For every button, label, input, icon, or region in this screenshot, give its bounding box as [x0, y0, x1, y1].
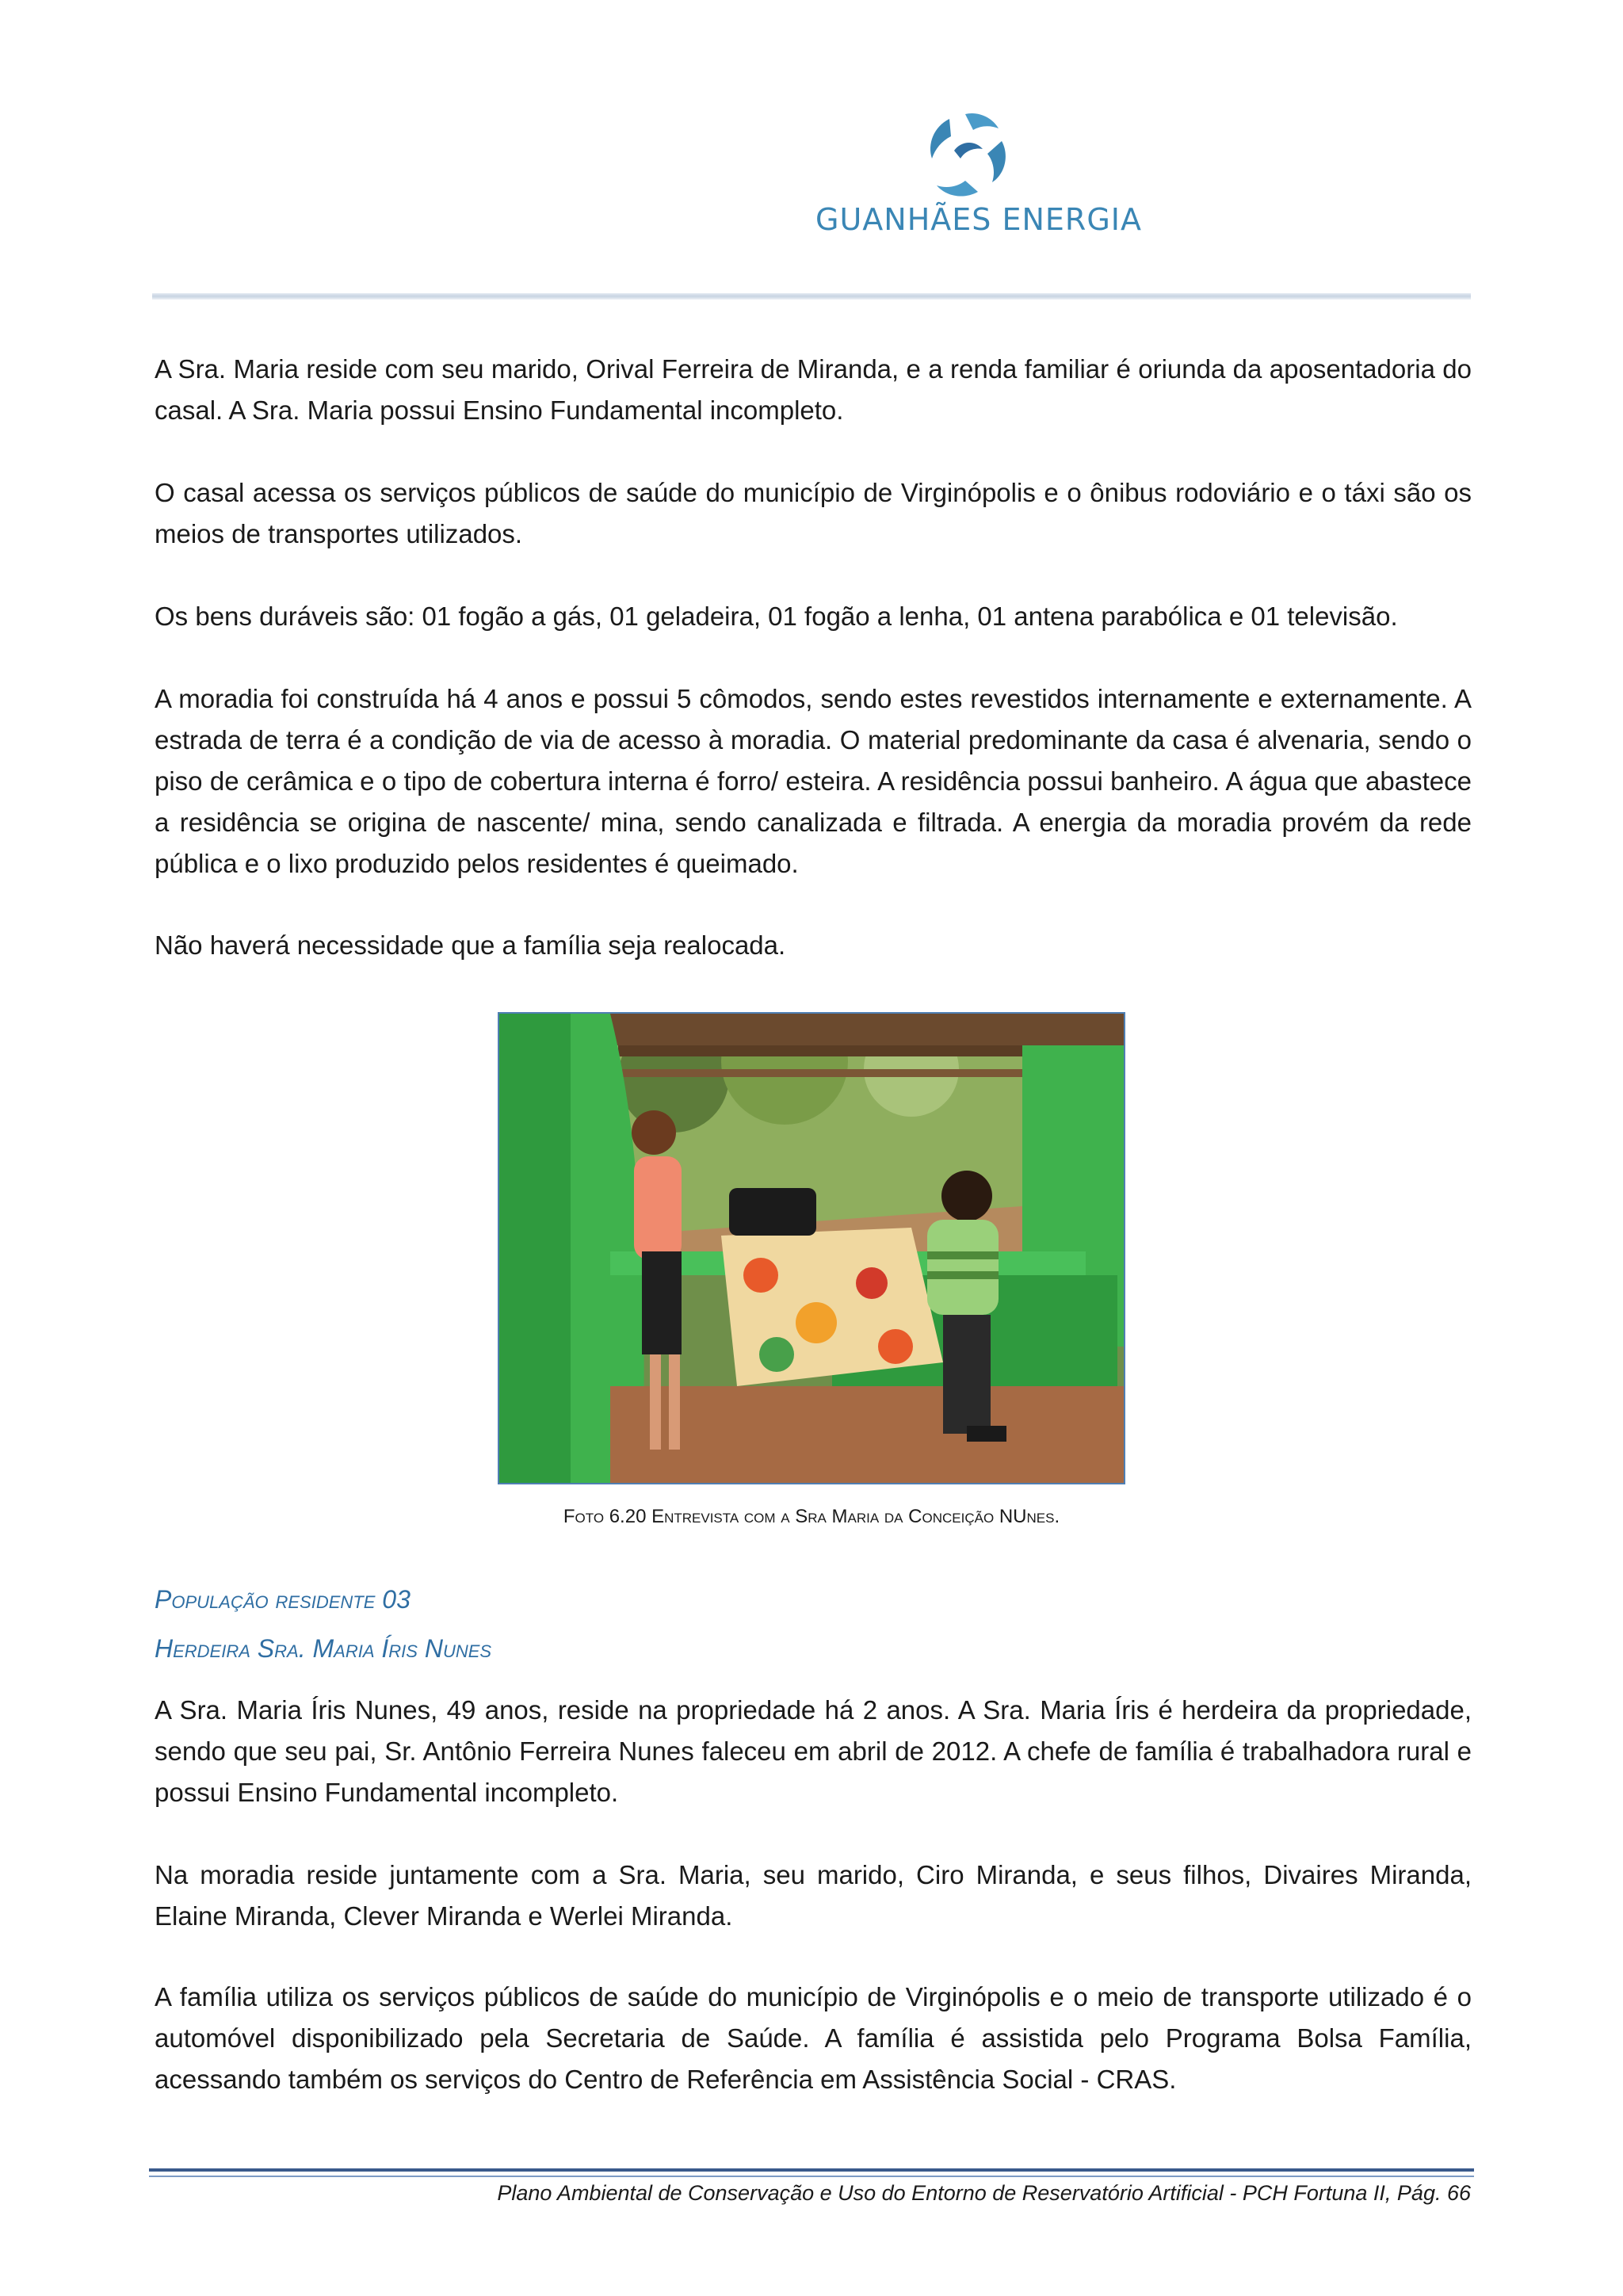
footer-divider — [149, 2168, 1474, 2172]
section-title: População residente 03 — [155, 1585, 411, 1614]
section-subtitle: Herdeira Sra. Maria Íris Nunes — [155, 1634, 492, 1663]
paragraph: A Sra. Maria reside com seu marido, Orival Ferreira de Miranda, e a renda familiar é oriunda da aposentadoria do casal. A Sra. Maria possui Ensino Fundamental incompleto. — [155, 354, 1472, 425]
paragraph: Os bens duráveis são: 01 fogão a gás, 01 geladeira, 01 fogão a lenha, 01 antena parabólica e 01 televisão. — [155, 602, 1398, 631]
paragraph: O casal acessa os serviços públicos de saúde do município de Virginópolis e o ônibus rodoviário e o táxi são os meios de transportes utilizados. — [155, 478, 1472, 548]
interview-photo — [498, 1012, 1125, 1484]
paragraph: Não haverá necessidade que a família seja realocada. — [155, 930, 786, 960]
guanhaes-logo-icon — [919, 109, 1014, 204]
footer-divider-thin — [149, 2176, 1474, 2177]
page-footer: Plano Ambiental de Conservação e Uso do Entorno de Reservatório Artificial - PCH Fortuna II, Pág. 66 — [497, 2181, 1471, 2205]
photo-caption: Foto 6.20 Entrevista com a Sra Maria da Conceição NUnes. — [563, 1506, 1060, 1527]
photo-illustration — [499, 1014, 1124, 1483]
header-divider — [152, 293, 1471, 300]
paragraph: Na moradia reside juntamente com a Sra. Maria, seu marido, Ciro Miranda, e seus filhos, Divaires Miranda, Elaine Miranda, Clever Miranda e Werlei Miranda. — [155, 1860, 1472, 1931]
paragraph: A Sra. Maria Íris Nunes, 49 anos, reside na propriedade há 2 anos. A Sra. Maria Íris é herdeira da propriedade, sendo que seu pai, Sr. Antônio Ferreira Nunes faleceu em abril de 2012. A chefe de família é trabalhadora rural e possui Ensino Fundamental incompleto. — [155, 1695, 1472, 1807]
paragraph: A moradia foi construída há 4 anos e possui 5 cômodos, sendo estes revestidos internamente e externamente. A estrada de terra é a condição de via de acesso à moradia. O material predominante da casa é alvenaria, sendo o piso de cerâmica e o tipo de cobertura interna é forro/ esteira. A residência possui banheiro. A água que abastece a residência se origina de nascente/ mina, sendo canalizada e filtrada. A energia da moradia provém da rede pública e o lixo produzido pelos residentes é queimado. — [155, 684, 1472, 878]
brand-name: GUANHÃES ENERGIA — [815, 202, 1142, 237]
page-header — [0, 0, 1623, 309]
paragraph: A família utiliza os serviços públicos de saúde do município de Virginópolis e o meio de transporte utilizado é o automóvel disponibilizado pela Secretaria de Saúde. A família é assistida pelo Programa Bolsa Família, acessando também os serviços do Centro de Referência em Assistência Social - CRAS. — [155, 1982, 1472, 2094]
